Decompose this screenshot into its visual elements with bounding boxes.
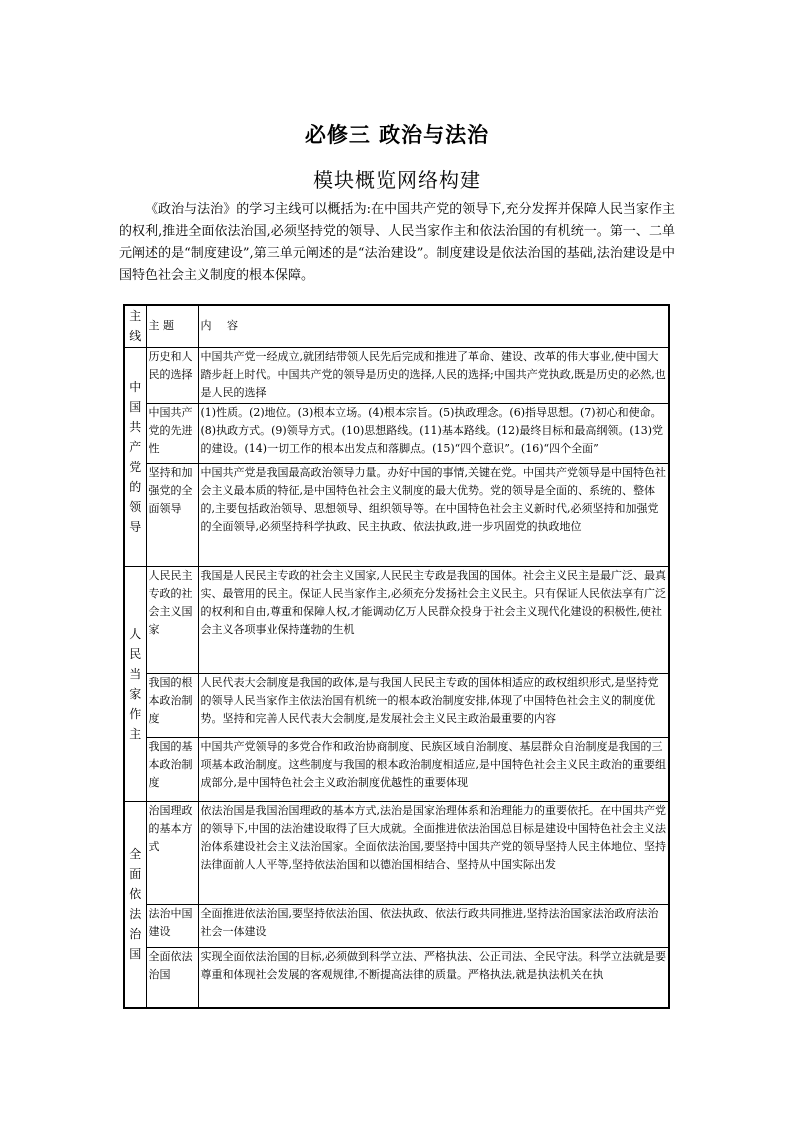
header-content-cell: 内 容	[198, 305, 669, 347]
content-cell: (1)性质。(2)地位。(3)根本立场。(4)根本宗旨。(5)执政理念。(6)指导思想。(7)初心和使命。(8)执政方式。(9)领导方式。(10)思想路线。(11)基本路线。(12)最终目标和最高纲领。(13)党的建设。(14)一切工作的根本出发点和落脚点。(15)“四个意识”。(16)“四个全面”	[198, 403, 669, 463]
table-row	[124, 566, 669, 673]
page-title: 必修三 政治与法治	[304, 122, 490, 147]
table-row	[124, 347, 669, 403]
topic-cell: 我国的根本政治制度	[146, 673, 198, 737]
table-row	[124, 947, 669, 1008]
content-cell: 实现全面依法治国的目标,必须做到科学立法、严格执法、公正司法、全民守法。科学立法就是要尊重和体现社会发展的客观规律,不断提高法律的质量。严格执法,就是执法机关在执	[198, 947, 669, 1008]
intro-paragraph: 《政治与法治》的学习主线可以概括为:在中国共产党的领导下,充分发挥并保障人民当家作主的权利,推进全面依法治国,必须坚持党的领导、人民当家作主和依法治国的有机统一。第一、二单元阐述的是“制度建设”,第三单元阐述的是“法治建设”。制度建设是依法治国的基础,法治建设是中国特色社会主义制度的根本保障。	[119, 202, 675, 283]
content-cell: 我国是人民民主专政的社会主义国家,人民民主专政是我国的国体。社会主义民主是最广泛、最真实、最管用的民主。保证人民当家作主,必须充分发扬社会主义民主。只有保证人民依法享有广泛的权利和自由,尊重和保障人权,才能调动亿万人民群众投身于社会主义现代化建设的积极性,使社会主义各项事业保持蓬勃的生机	[198, 566, 669, 673]
section-subtitle: 模块概览网络构建	[313, 168, 481, 192]
table-row	[124, 463, 669, 566]
topic-cell: 全面依法治国	[146, 947, 198, 1008]
table-row	[124, 737, 669, 801]
topic-cell: 治国理政的基本方式	[146, 801, 198, 904]
topic-cell: 中国共产党的先进性	[146, 403, 198, 463]
topic-cell: 我国的基本政治制度	[146, 737, 198, 801]
mainline-cell: 中国共产党的领导	[124, 347, 146, 566]
topic-cell: 坚持和加强党的全面领导	[146, 463, 198, 566]
header-line-cell: 主线	[124, 305, 146, 347]
overview-table	[123, 304, 670, 1009]
content-cell: 人民代表大会制度是我国的政体,是与我国人民民主专政的国体相适应的政权组织形式,是坚持党的领导人民当家作主依法治国有机统一的根本政治制度安排,体现了中国特色社会主义的制度优势。坚持和完善人民代表大会制度,是发展社会主义民主政治最重要的内容	[198, 673, 669, 737]
content-cell: 中国共产党领导的多党合作和政治协商制度、民族区域自治制度、基层群众自治制度是我国的三项基本政治制度。这些制度与我国的根本政治制度相适应,是中国特色社会主义民主政治的重要组成部分,是中国特色社会主义政治制度优越性的重要体现	[198, 737, 669, 801]
mainline-cell: 人民当家作主	[124, 566, 146, 801]
content-cell: 全面推进依法治国,要坚持依法治国、依法执政、依法行政共同推进,坚持法治国家法治政府法治社会一体建设	[198, 904, 669, 947]
table-row	[124, 403, 669, 463]
topic-cell: 历史和人民的选择	[146, 347, 198, 403]
topic-cell: 法治中国建设	[146, 904, 198, 947]
content-cell: 中国共产党一经成立,就团结带领人民先后完成和推进了革命、建设、改革的伟大事业,使中国大踏步赶上时代。中国共产党的领导是历史的选择,人民的选择;中国共产党执政,既是历史的必然,也是人民的选择	[198, 347, 669, 403]
header-topic-cell: 主 题	[146, 305, 198, 347]
content-cell: 依法治国是我国治国理政的基本方式,法治是国家治理体系和治理能力的重要依托。在中国共产党的领导下,中国的法治建设取得了巨大成就。全面推进依法治国总目标是建设中国特色社会主义法治体系建设社会主义法治国家。全面依法治国,要坚持中国共产党的领导坚持人民主体地位、坚持法律面前人人平等,坚持依法治国和以德治国相结合、坚持从中国实际出发	[198, 801, 669, 904]
table-row	[124, 904, 669, 947]
mainline-cell: 全面依法治国	[124, 801, 146, 1008]
content-cell: 中国共产党是我国最高政治领导力量。办好中国的事情,关键在党。中国共产党领导是中国特色社会主义最本质的特征,是中国特色社会主义制度的最大优势。党的领导是全面的、系统的、整体的,主要包括政治领导、思想领导、组织领导等。在中国特色社会主义新时代,必须坚持和加强党的全面领导,必须坚持科学执政、民主执政、依法执政,进一步巩固党的执政地位	[198, 463, 669, 566]
table-header-row	[124, 305, 669, 347]
table-row	[124, 801, 669, 904]
table-row	[124, 673, 669, 737]
topic-cell: 人民民主专政的社会主义国家	[146, 566, 198, 673]
